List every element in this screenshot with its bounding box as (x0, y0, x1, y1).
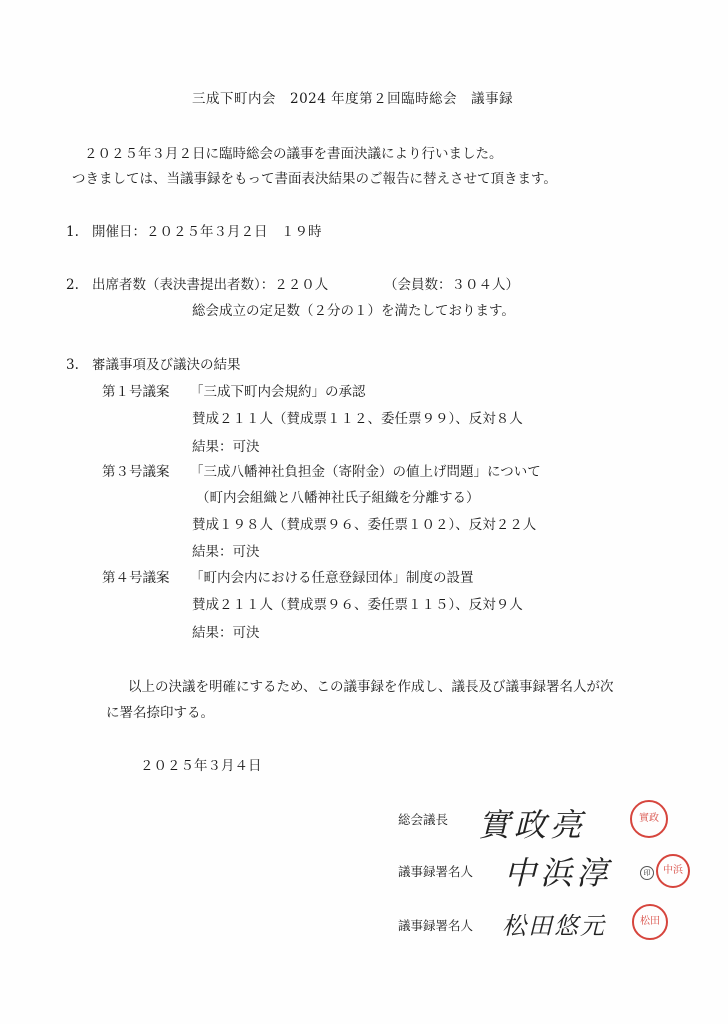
agenda-result: 結果：可決 (192, 625, 260, 641)
section-3-number: 3. (66, 357, 79, 373)
document-date: ２０２５年３月４日 (140, 758, 262, 774)
section-1-text: 開催日：２０２５年３月２日 １９時 (92, 224, 322, 240)
intro-line-2: つきましては、当議事録をもって書面表決結果のご報告に替えさせて頂きます。 (72, 171, 557, 187)
signature-role: 議事録署名人 (398, 918, 474, 933)
agenda-title: 「町内会内における任意登録団体」制度の設置 (190, 570, 474, 586)
agenda-title: 「三成八幡神社負担金（寄附金）の値上げ問題」について (190, 464, 541, 480)
agenda-subtitle: （町内会組織と八幡神社氏子組織を分離する） (196, 490, 480, 506)
seal-stamp: 實政 (630, 800, 668, 838)
intro-line-1: ２０２５年３月２日に臨時総会の議事を書面決議により行いました。 (84, 146, 503, 162)
section-2-note: 総会成立の定足数（２分の１）を満たしております。 (192, 303, 515, 319)
section-3-text: 審議事項及び議決の結果 (92, 357, 241, 373)
seal-stamp: 中浜 (656, 854, 690, 888)
agenda-votes: 賛成１９８人（賛成票９６、委任票１０２）、反対２２人 (192, 517, 537, 533)
section-1-number: 1. (66, 224, 79, 240)
agenda-result: 結果：可決 (192, 544, 260, 560)
section-2-text: 出席者数（表決書提出者数）：２２０人 (92, 277, 329, 293)
small-seal: 印 (640, 866, 654, 880)
seal-stamp: 松田 (632, 904, 668, 940)
handwritten-signature: 實政亮 (478, 806, 587, 844)
agenda-votes: 賛成２１１人（賛成票１１２、委任票９９）、反対８人 (192, 411, 523, 427)
agenda-label: 第１号議案 (102, 384, 170, 400)
handwritten-signature: 松田悠元 (502, 912, 606, 940)
section-2-members: （会員数：３０４人） (384, 277, 519, 293)
agenda-votes: 賛成２１１人（賛成票９６、委任票１１５）、反対９人 (192, 597, 523, 613)
agenda-result: 結果：可決 (192, 439, 260, 455)
closing-line-2: に署名捺印する。 (106, 705, 214, 721)
page-title: 三成下町内会 2024 年度第２回臨時総会 議事録 (192, 91, 514, 107)
section-2-number: 2. (66, 277, 79, 293)
agenda-title: 「三成下町内会規約」の承認 (190, 384, 366, 400)
signature-role: 総会議長 (398, 812, 449, 827)
agenda-label: 第３号議案 (102, 464, 170, 480)
signature-role: 議事録署名人 (398, 864, 474, 879)
closing-line-1: 以上の決議を明確にするため、この議事録を作成し、議長及び議事録署名人が次 (128, 679, 614, 695)
handwritten-signature: 中浜淳 (504, 854, 613, 892)
agenda-label: 第４号議案 (102, 570, 170, 586)
